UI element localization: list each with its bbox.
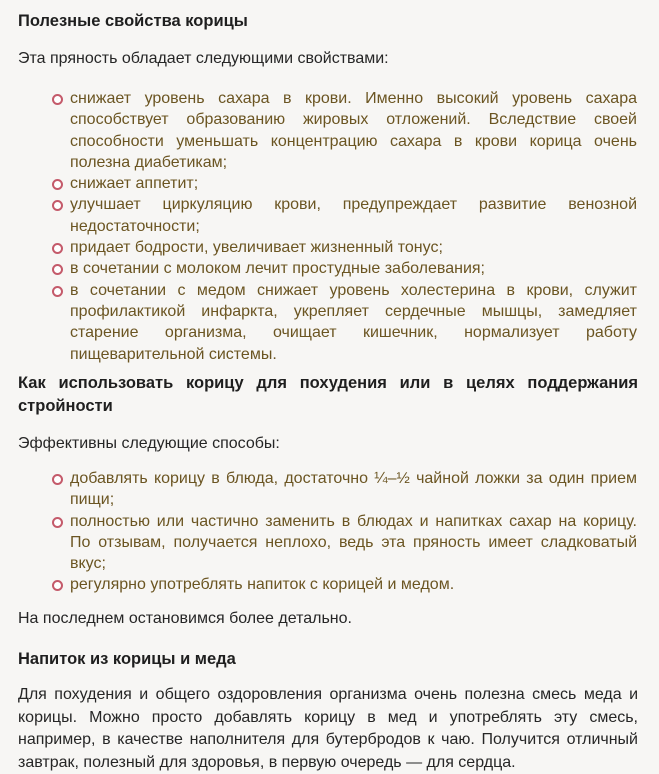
bullet-icon	[52, 264, 63, 275]
list-item: полностью или частично заменить в блюдах и напитках сахар на корицу. По отзывам, получается неплохо, ведь эта пряность имеет сладковатый вкус;	[52, 511, 637, 575]
section-title-drink: Напиток из корицы и меда	[18, 650, 236, 668]
bullet-icon	[52, 580, 63, 591]
methods-intro: Эффективны следующие способы:	[18, 435, 280, 452]
bullet-icon	[52, 286, 63, 297]
drink-paragraph: Для похудения и общего оздоровления организма очень полезна смесь меда и корицы. Можно просто добавлять корицу в мед и употреблять эту смесь, например, в качестве наполнителя для бутербродов к чаю. Получится отличный завтрак, полезный для здоровья, в первую очередь — для сердца.	[18, 686, 638, 771]
methods-list	[52, 468, 637, 596]
list-item: снижает уровень сахара в крови. Именно высокий уровень сахара способствует образованию жировых отложений. Вследствие своей способности уменьшать концентрацию сахара в крови корица очень полезна диабетикам;	[52, 88, 637, 173]
bullet-icon	[52, 94, 63, 105]
list-item: в сочетании с молоком лечит простудные заболевания;	[52, 258, 637, 279]
bullet-icon	[52, 200, 63, 211]
list-item: добавлять корицу в блюда, достаточно ¼–½ чайной ложки за один прием пищи;	[52, 468, 637, 511]
list-item: снижает аппетит;	[52, 173, 637, 194]
bullet-icon	[52, 474, 63, 485]
list-item: регулярно употреблять напиток с корицей и медом.	[52, 574, 637, 595]
bullet-icon	[52, 243, 63, 254]
section-title-weight-loss: Как использовать корицу для похудения или в целях поддержания стройности	[18, 374, 638, 415]
methods-note: На последнем остановимся более детально.	[18, 610, 352, 627]
list-item: в сочетании с медом снижает уровень холестерина в крови, служит профилактикой инфаркта, укрепляет сердечные мышцы, замедляет старение организма, очищает кишечник, нормализует работу пищеварительной системы.	[52, 280, 637, 365]
bullet-icon	[52, 517, 63, 528]
properties-intro: Эта пряность обладает следующими свойствами:	[18, 50, 389, 67]
bullet-icon	[52, 179, 63, 190]
list-item: придает бодрости, увеличивает жизненный тонус;	[52, 237, 637, 258]
list-item: улучшает циркуляцию крови, предупреждает развитие венозной недостаточности;	[52, 194, 637, 237]
section-title-properties: Полезные свойства корицы	[18, 12, 248, 30]
properties-list	[52, 88, 637, 365]
